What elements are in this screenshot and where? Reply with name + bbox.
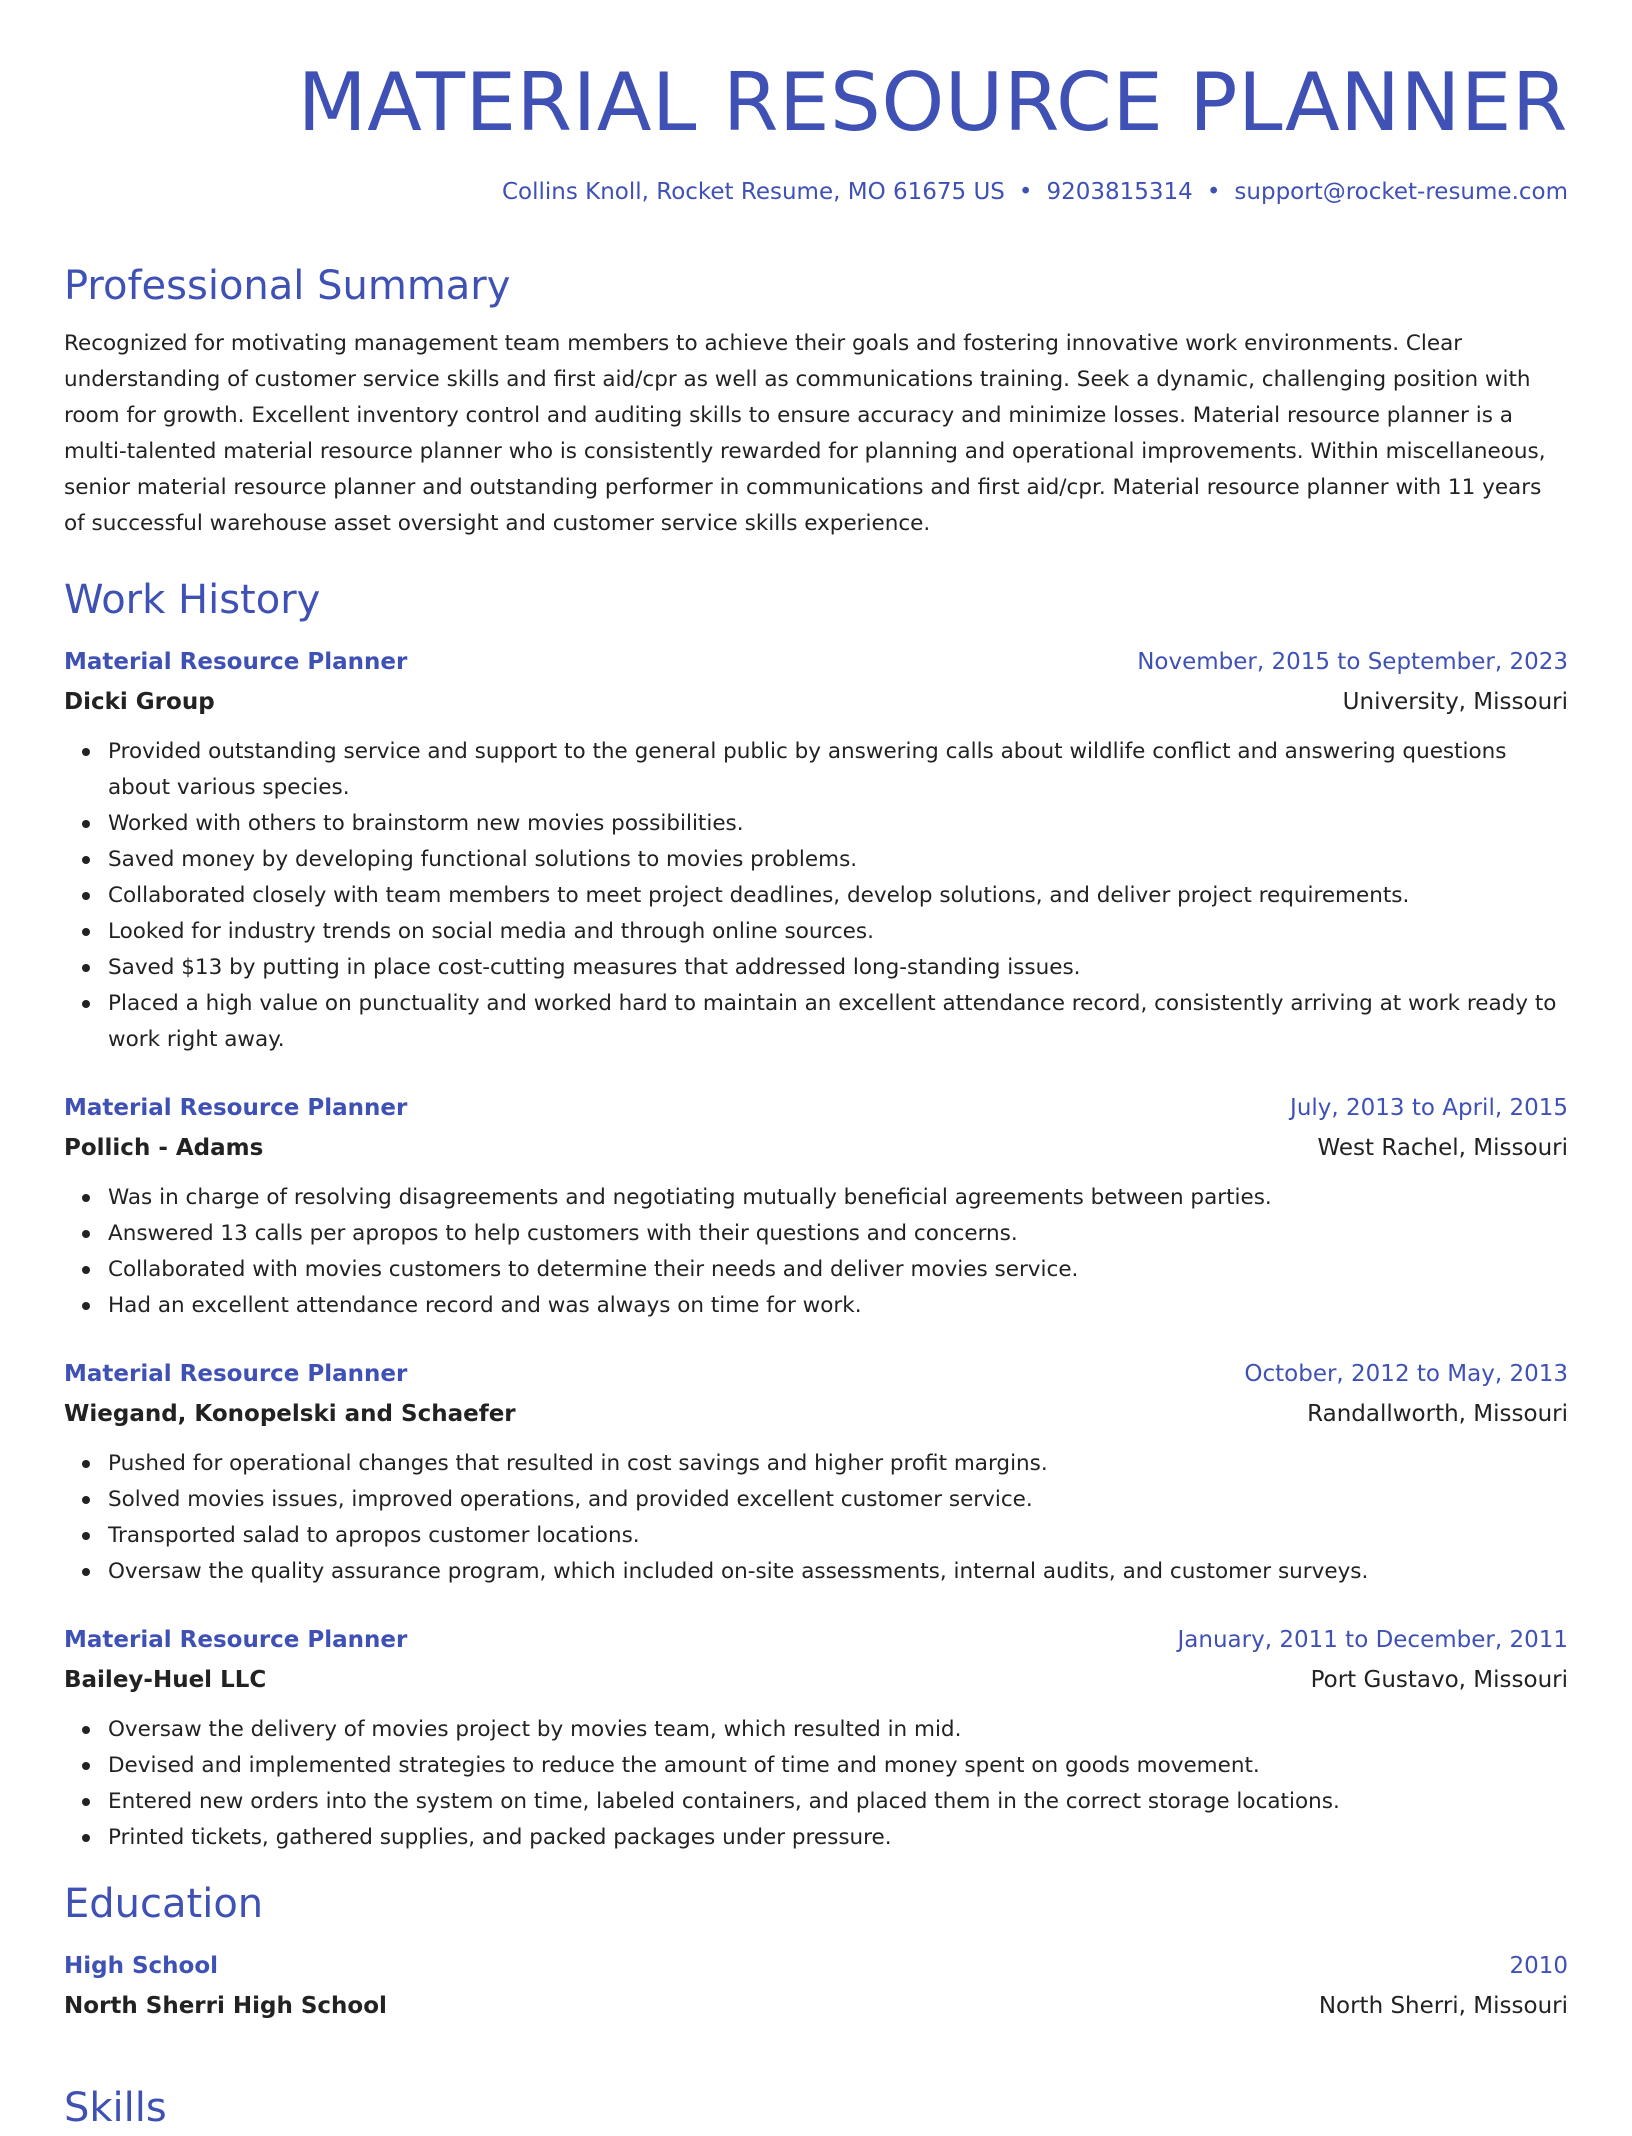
bullet-dot-icon [82,1568,90,1576]
job-title: Material Resource Planner [64,1095,408,1121]
job-bullet [108,1712,1568,1748]
job-header-row [64,1088,1568,1128]
job-bullet [108,986,1568,1058]
job-header-row [64,1354,1568,1394]
job-bullet-text: Placed a high value on punctuality and worked hard to maintain an excellent attendance record, consistently arriving at work ready to work right away. [108,991,1557,1052]
job-bullets [64,1446,1568,1590]
job-bullet [108,1784,1568,1820]
bullet-dot-icon [82,1194,90,1202]
job-bullet [108,1554,1568,1590]
bullet-dot-icon [82,1532,90,1540]
contact-separator: • [1018,179,1033,205]
job-bullet-text: Transported salad to apropos customer locations. [108,1523,640,1548]
job-bullet-text: Was in charge of resolving disagreements and negotiating mutually beneficial agreements between parties. [108,1185,1272,1210]
job-dates: October, 2012 to May, 2013 [1244,1361,1568,1387]
job-title: Material Resource Planner [64,649,408,675]
bullet-dot-icon [82,1460,90,1468]
job-company: Dicki Group [64,689,215,715]
job-bullets [64,734,1568,1058]
job-company-row [64,1128,1568,1168]
job-bullet-text: Collaborated closely with team members to meet project deadlines, develop solutions, and deliver project requirements. [108,883,1410,908]
education-location: North Sherri, Missouri [1318,1993,1568,2019]
job-title: Material Resource Planner [64,1361,408,1387]
candidate-name: MATERIAL RESOURCE PLANNER [297,56,1568,149]
job-bullet [108,1518,1568,1554]
job-bullet [108,950,1568,986]
bullet-dot-icon [82,1000,90,1008]
contact-line [64,176,1568,208]
job-bullet-text: Worked with others to brainstorm new movies possibilities. [108,811,744,836]
education-title: Education [64,1881,264,1927]
job-bullet-text: Oversaw the delivery of movies project by movies team, which resulted in mid. [108,1717,962,1742]
job-dates: July, 2013 to April, 2015 [1290,1095,1568,1121]
job-header-row [64,1620,1568,1660]
job-company: Wiegand, Konopelski and Schaefer [64,1401,516,1427]
job-location: West Rachel, Missouri [1317,1135,1568,1161]
job-entry [64,1354,1568,1590]
job-bullet [108,1482,1568,1518]
job-bullet-text: Answered 13 calls per apropos to help customers with their questions and concerns. [108,1221,1018,1246]
job-bullet-text: Devised and implemented strategies to reduce the amount of time and money spent on goods movement. [108,1753,1260,1778]
education-school-row [64,1986,1568,2026]
job-location: Randallworth, Missouri [1307,1401,1568,1427]
job-company: Pollich - Adams [64,1135,264,1161]
work-history-title: Work History [64,577,321,623]
job-bullet [108,914,1568,950]
job-bullets [64,1712,1568,1856]
education-entry [64,1946,1568,2026]
contact-address: Collins Knoll, Rocket Resume, MO 61675 US [501,179,1005,205]
job-bullet-text: Saved $13 by putting in place cost-cutting measures that addressed long-standing issues. [108,955,1081,980]
work-history-section [64,572,1568,1856]
job-bullet-text: Pushed for operational changes that resulted in cost savings and higher profit margins. [108,1451,1048,1476]
education-section [64,1876,1568,2026]
job-location: Port Gustavo, Missouri [1310,1667,1568,1693]
bullet-dot-icon [82,964,90,972]
contact-email[interactable]: support@rocket-resume.com [1234,179,1568,205]
job-location: University, Missouri [1342,689,1568,715]
resume-page [64,48,1568,2026]
bullet-dot-icon [82,1726,90,1734]
contact-phone: 9203815314 [1046,179,1193,205]
job-bullets [64,1180,1568,1324]
job-bullet-text: Oversaw the quality assurance program, which included on-site assessments, internal audits, and customer surveys. [108,1559,1369,1584]
bullet-dot-icon [82,1230,90,1238]
job-bullet-text: Entered new orders into the system on time, labeled containers, and placed them in the correct storage locations. [108,1789,1340,1814]
job-bullet [108,1288,1568,1324]
bullet-dot-icon [82,1496,90,1504]
job-company-row [64,682,1568,722]
job-bullet [108,1180,1568,1216]
bullet-dot-icon [82,820,90,828]
job-company-row [64,1394,1568,1434]
job-bullet-text: Printed tickets, gathered supplies, and packed packages under pressure. [108,1825,892,1850]
bullet-dot-icon [82,1798,90,1806]
job-dates: November, 2015 to September, 2023 [1137,649,1568,675]
job-entry [64,1088,1568,1324]
job-dates: January, 2011 to December, 2011 [1177,1627,1568,1653]
job-entry [64,1620,1568,1856]
skills-title: Skills [64,2085,167,2131]
job-bullet [108,1216,1568,1252]
job-entry [64,642,1568,1058]
job-bullet-text: Provided outstanding service and support to the general public by answering calls about wildlife conflict and answering questions about various species. [108,739,1507,800]
education-degree: High School [64,1953,219,1979]
bullet-dot-icon [82,1762,90,1770]
summary-text: Recognized for motivating management team members to achieve their goals and fostering innovative work environments. Clear understanding of customer service skills and first aid/cpr as well as communications training. Seek a dynamic, challenging position with room for growth. Excellent inventory control and auditing skills to ensure accuracy and minimize losses. Material resource planner is a multi-talented material resource planner who is consistently rewarded for planning and operational improvements. Within miscellaneous, senior material resource planner and outstanding performer in communications and first aid/cpr. Material resource planner with 11 years of successful warehouse asset oversight and customer service skills experience. [64,331,1546,536]
job-company-row [64,1660,1568,1700]
job-title: Material Resource Planner [64,1627,408,1653]
job-bullet [108,1820,1568,1856]
bullet-dot-icon [82,748,90,756]
job-bullet [108,734,1568,806]
job-bullet [108,842,1568,878]
resume-header [64,48,1568,208]
summary-title: Professional Summary [64,263,511,309]
education-year: 2010 [1509,1953,1568,1979]
job-bullet [108,1748,1568,1784]
bullet-dot-icon [82,892,90,900]
bullet-dot-icon [82,928,90,936]
education-header-row [64,1946,1568,1986]
job-bullet-text: Saved money by developing functional solutions to movies problems. [108,847,858,872]
bullet-dot-icon [82,1834,90,1842]
job-company: Bailey-Huel LLC [64,1667,267,1693]
job-bullet-text: Collaborated with movies customers to determine their needs and deliver movies service. [108,1257,1079,1282]
contact-separator: • [1206,179,1221,205]
job-bullet-text: Had an excellent attendance record and was always on time for work. [108,1293,862,1318]
bullet-dot-icon [82,1302,90,1310]
job-bullet [108,878,1568,914]
job-bullet [108,1252,1568,1288]
summary-section [64,258,1568,542]
job-header-row [64,642,1568,682]
job-bullet-text: Looked for industry trends on social media and through online sources. [108,919,874,944]
job-bullet-text: Solved movies issues, improved operations, and provided excellent customer service. [108,1487,1033,1512]
job-bullet [108,806,1568,842]
job-bullet [108,1446,1568,1482]
education-school: North Sherri High School [64,1993,387,2019]
bullet-dot-icon [82,1266,90,1274]
bullet-dot-icon [82,856,90,864]
